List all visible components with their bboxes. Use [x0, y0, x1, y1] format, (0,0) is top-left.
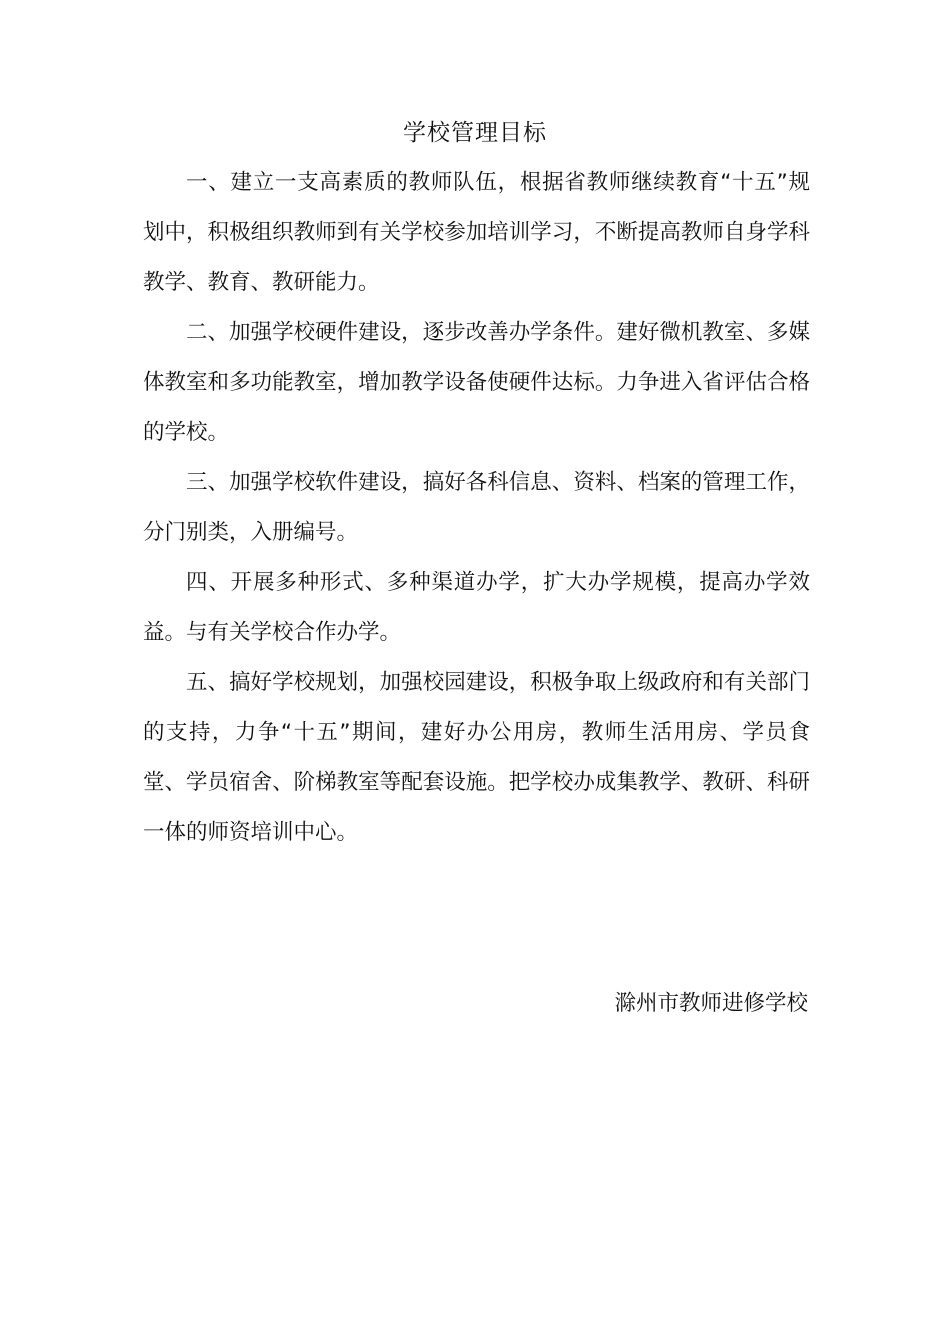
document-body: [143, 158, 810, 858]
paragraph-5: 五、搞好学校规划，加强校园建设，积极争取上级政府和有关部门的支持，力争“十五”期间，建好办公用房，教师生活用房、学员食堂、学员宿舍、阶梯教室等配套设施。把学校办成集教学、教研、科研一体的师资培训中心。: [143, 670, 810, 845]
paragraph-2: 二、加强学校硬件建设，逐步改善办学条件。建好微机教室、多媒体教室和多功能教室，增加教学设备使硬件达标。力争进入省评估合格的学校。: [143, 320, 810, 445]
paragraph-4: 四、开展多种形式、多种渠道办学，扩大办学规模，提高办学效益。与有关学校合作办学。: [143, 570, 810, 645]
paragraph-1: 一、建立一支高素质的教师队伍，根据省教师继续教育“十五”规划中，积极组织教师到有关学校参加培训学习，不断提高教师自身学科教学、教育、教研能力。: [143, 170, 810, 295]
document-title: 学校管理目标: [403, 120, 547, 146]
paragraph-3: 三、加强学校软件建设，搞好各科信息、资料、档案的管理工作，分门别类，入册编号。: [143, 470, 810, 545]
signature: 滁州市教师进修学校: [614, 991, 808, 1016]
